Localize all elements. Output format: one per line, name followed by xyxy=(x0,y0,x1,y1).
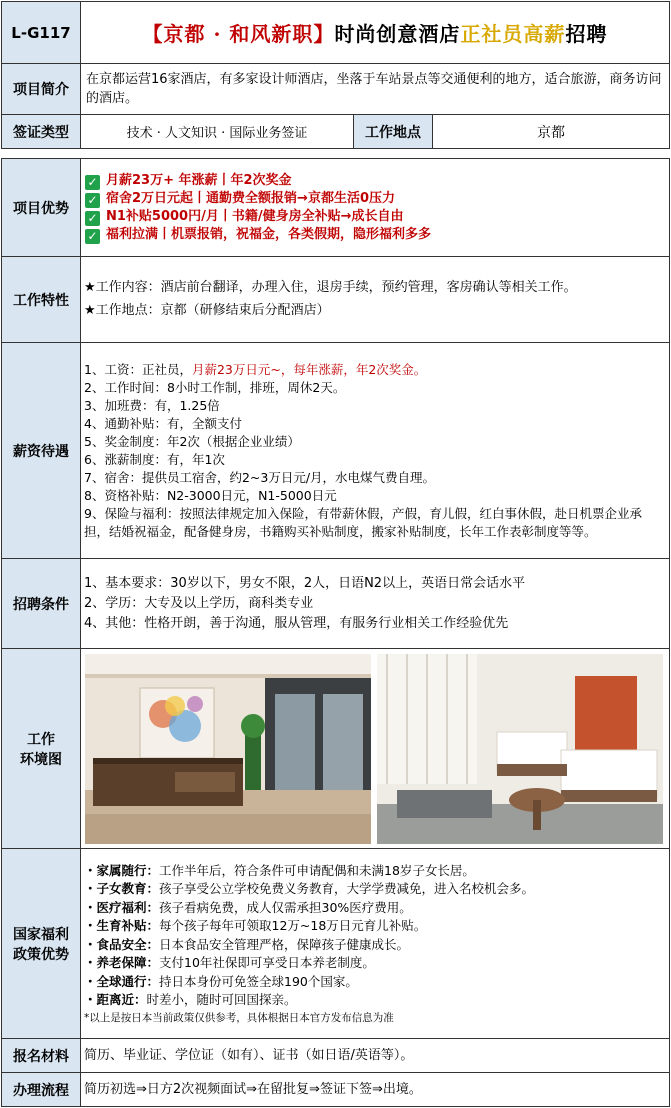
title-end: 招聘 xyxy=(565,22,608,46)
advantages-list xyxy=(81,159,670,257)
welfare-list xyxy=(81,849,670,1039)
intro-label: 项目简介 xyxy=(2,64,81,115)
welfare-label: 国家福利 政策优势 xyxy=(2,849,81,1039)
main-table xyxy=(1,158,670,1107)
welfare-item: ・全球通行：持日本身份可免签全球190个国家。 xyxy=(84,973,358,989)
salary-line: 1、工资：正社员，月薪23万日元~，每年涨薪，年2次奖金。 xyxy=(84,361,427,377)
salary-line: 9、保险与福利：按照法律规定加入保险，有带薪休假，产假，育儿假，红白事休假，赴日机票企业承担，结婚祝福金，配备健身房，书籍购买补贴制度，搬家补贴制度，长年工作表彰制度等等。 xyxy=(84,505,642,539)
salary-label: 薪资待遇 xyxy=(2,343,81,559)
lobby-photo xyxy=(85,654,371,844)
advantage-item: ✓ 宿舍2万日元起丨通勤费全额报销→京都生活0压力 xyxy=(85,190,665,208)
advantage-item: ✓ N1补贴5000円/月丨书籍/健身房全补贴→成长自由 xyxy=(85,208,665,226)
guestroom-photo xyxy=(377,654,663,844)
welfare-item: ・生育补贴：每个孩子每年可领取12万~18万日元育儿补贴。 xyxy=(84,918,427,933)
salary-line: 4、通勤补贴：有，全额支付 xyxy=(84,415,242,431)
process-text: 简历初选⇒日方2次视频面试⇒在留批复⇒签证下签⇒出境。 xyxy=(81,1073,670,1107)
requirement-line: 4、其他：性格开朗，善于沟通，服从管理，有服务行业相关工作经验优先 xyxy=(84,615,509,631)
page-title xyxy=(81,2,670,64)
salary-line: 6、涨薪制度：有，年1次 xyxy=(84,451,225,467)
welfare-item: ・养老保障：支付10年社保即可享受日本养老制度。 xyxy=(84,955,375,970)
environment-label: 工作 环境图 xyxy=(2,649,81,849)
advantage-item: ✓ 福利拉满丨机票报销，祝福金，各类假期，隐形福利多多 xyxy=(85,226,665,244)
salary-line: 5、奖金制度：年2次（根据企业业绩） xyxy=(84,433,300,449)
salary-line: 7、宿舍：提供员工宿舍，约2~3万日元/月，水电煤气费自理。 xyxy=(84,469,436,485)
materials-text: 简历、毕业证、学位证（如有）、证书（如日语/英语等）。 xyxy=(81,1039,670,1073)
features-line: ★工作地点：京都（研修结束后分配酒店） xyxy=(84,303,330,318)
salary-line: 8、资格补贴：N2-3000日元，N1-5000日元 xyxy=(84,487,337,503)
visa-label: 签证类型 xyxy=(2,115,81,149)
location-label: 工作地点 xyxy=(354,115,433,149)
welfare-item: ・医疗福利：孩子看病免费，成人仅需承担30%医疗费用。 xyxy=(84,899,412,915)
check-icon: ✓ xyxy=(85,211,100,226)
title-hotel: 时尚创意酒店 xyxy=(334,22,461,46)
title-bracket-close: 】 xyxy=(313,22,335,46)
environment-photos xyxy=(81,649,670,849)
materials-label: 报名材料 xyxy=(2,1039,81,1073)
requirement-line: 2、学历：大专及以上学历，商科类专业 xyxy=(84,595,314,611)
job-code: L-G117 xyxy=(2,2,81,64)
title-bracket-open: 【 xyxy=(142,22,164,46)
process-label: 办理流程 xyxy=(2,1073,81,1107)
welfare-item: ・家属随行：工作半年后，符合条件可申请配偶和未满18岁子女长居。 xyxy=(84,862,475,878)
welfare-item: ・子女教育：孩子享受公立学校免费义务教育，大学学费减免，进入名校机会多。 xyxy=(84,881,535,896)
title-highlight: 正社员高薪 xyxy=(460,22,566,46)
advantage-item: ✓ 月薪23万+ 年涨薪丨年2次奖金 xyxy=(85,172,665,190)
advantages-label: 项目优势 xyxy=(2,159,81,257)
salary-line: 2、工作时间：8小时工作制，排班，周休2天。 xyxy=(84,379,346,395)
top-table xyxy=(1,1,670,149)
salary-text xyxy=(81,343,670,559)
features-label: 工作特性 xyxy=(2,257,81,343)
intro-text: 在京都运营16家酒店，有多家设计师酒店，坐落于车站景点等交通便利的地方，适合旅游，商务访问的酒店。 xyxy=(81,64,670,115)
check-icon: ✓ xyxy=(85,175,100,190)
features-text xyxy=(81,257,670,343)
features-line: ★工作内容：酒店前台翻译，办理入住，退房手续，预约管理，客房确认等相关工作。 xyxy=(84,280,577,295)
visa-value: 技术 · 人文知识 · 国际业务签证 xyxy=(81,115,354,149)
salary-line: 3、加班费：有，1.25倍 xyxy=(84,397,220,413)
welfare-item: ・距离近：时差小，随时可回国探亲。 xyxy=(84,992,297,1007)
welfare-item: ・食品安全：日本食品安全管理严格，保障孩子健康成长。 xyxy=(84,936,410,952)
welfare-note: *以上是按日本当前政策仅供参考，具体根据日本官方发布信息为准 xyxy=(84,1011,394,1024)
check-icon: ✓ xyxy=(85,229,100,244)
title-location: 京都 · 和风新职 xyxy=(163,22,314,46)
requirement-line: 1、基本要求：30岁以下，男女不限，2人，日语N2以上，英语日常会话水平 xyxy=(84,575,526,591)
requirements-text xyxy=(81,559,670,649)
requirements-label: 招聘条件 xyxy=(2,559,81,649)
check-icon: ✓ xyxy=(85,193,100,208)
location-value: 京都 xyxy=(433,115,670,149)
